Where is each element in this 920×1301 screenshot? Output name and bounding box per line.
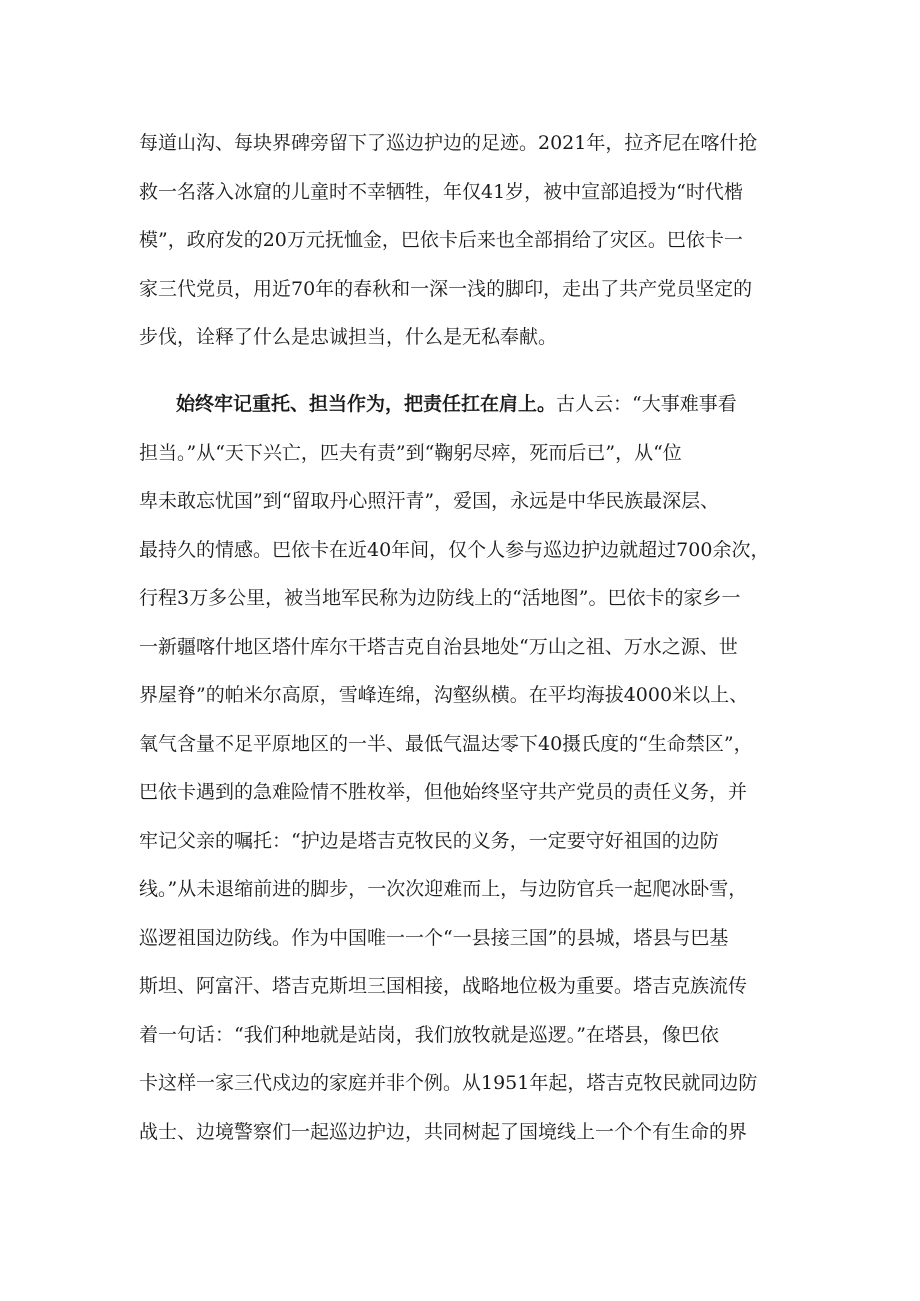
paragraph2-line-5: 行程3万多公里，被当地军民称为边防线上的“活地图”。巴依卡的家乡一 [139,587,741,609]
paragraph2-first-line-rest: 古人云：“大事难事看 [556,393,737,415]
paragraph2-line-9: 巴依卡遇到的急难险情不胜枚举，但他始终坚守共产党员的责任义务，并 [139,781,748,803]
paragraph1-line-5: 步伐，诠释了什么是忠诚担当，什么是无私奉献。 [139,326,558,348]
paragraph2-line-15: 卡这样一家三代戍边的家庭并非个例。从1951年起，塔吉克牧民就同边防 [139,1072,758,1094]
paragraph2-line-16: 战士、边境警察们一起巡边护边，共同树起了国境线上一个个有生命的界 [139,1121,748,1143]
paragraph2-line-12: 巡逻祖国边防线。作为中国唯一一个“一县接三国”的县城，塔县与巴基 [139,927,729,949]
paragraph2-line-4: 最持久的情感。巴依卡在近40年间，仅个人参与巡边护边就超过700余次， [139,539,770,561]
paragraph1-line-3: 模”，政府发的20万元抚恤金，巴依卡后来也全部捐给了灾区。巴依卡一 [139,229,743,251]
paragraph2-line-8: 氧气含量不足平原地区的一半、最低气温达零下40摄氏度的“生命禁区”， [139,733,753,755]
paragraph2-heading: 始终牢记重托、担当作为，把责任扛在肩上。 [176,393,557,415]
paragraph2-line-2: 担当。”从“天下兴亡，匹夫有责”到“鞠躬尽瘁，死而后已”，从“位 [139,442,682,464]
paragraph1-line-1: 每道山沟、每块界碑旁留下了巡边护边的足迹。2021年，拉齐尼在喀什抢 [139,132,758,154]
paragraph1-line-4: 家三代党员，用近70年的春秋和一深一浅的脚印，走出了共产党员坚定的 [139,278,753,300]
paragraph2-line-13: 斯坦、阿富汗、塔吉克斯坦三国相接，战略地位极为重要。塔吉克族流传 [139,975,748,997]
paragraph1-line-2: 救一名落入冰窟的儿童时不幸牺牲，年仅41岁，被中宣部追授为“时代楷 [139,181,743,203]
paragraph2-line-14: 着一句话：“我们种地就是站岗，我们放牧就是巡逻。”在塔县，像巴依 [139,1024,719,1046]
paragraph2-line-6: 一新疆喀什地区塔什库尔干塔吉克自治县地处“万山之祖、万水之源、世 [139,636,738,658]
paragraph2-first-line [176,384,799,424]
paragraph2-line-11: 线。”从未退缩前进的脚步，一次次迎难而上，与边防官兵一起爬冰卧雪， [139,878,748,900]
paragraph2-line-3: 卑未敢忘忧国”到“留取丹心照汗青”，爱国，永远是中华民族最深层、 [139,490,720,512]
paragraph2-line-7: 界屋脊”的帕米尔高原，雪峰连绵，沟壑纵横。在平均海拔4000米以上、 [139,684,749,706]
paragraph2-line-10: 牢记父亲的嘱托：“护边是塔吉克牧民的义务，一定要守好祖国的边防 [139,830,719,852]
